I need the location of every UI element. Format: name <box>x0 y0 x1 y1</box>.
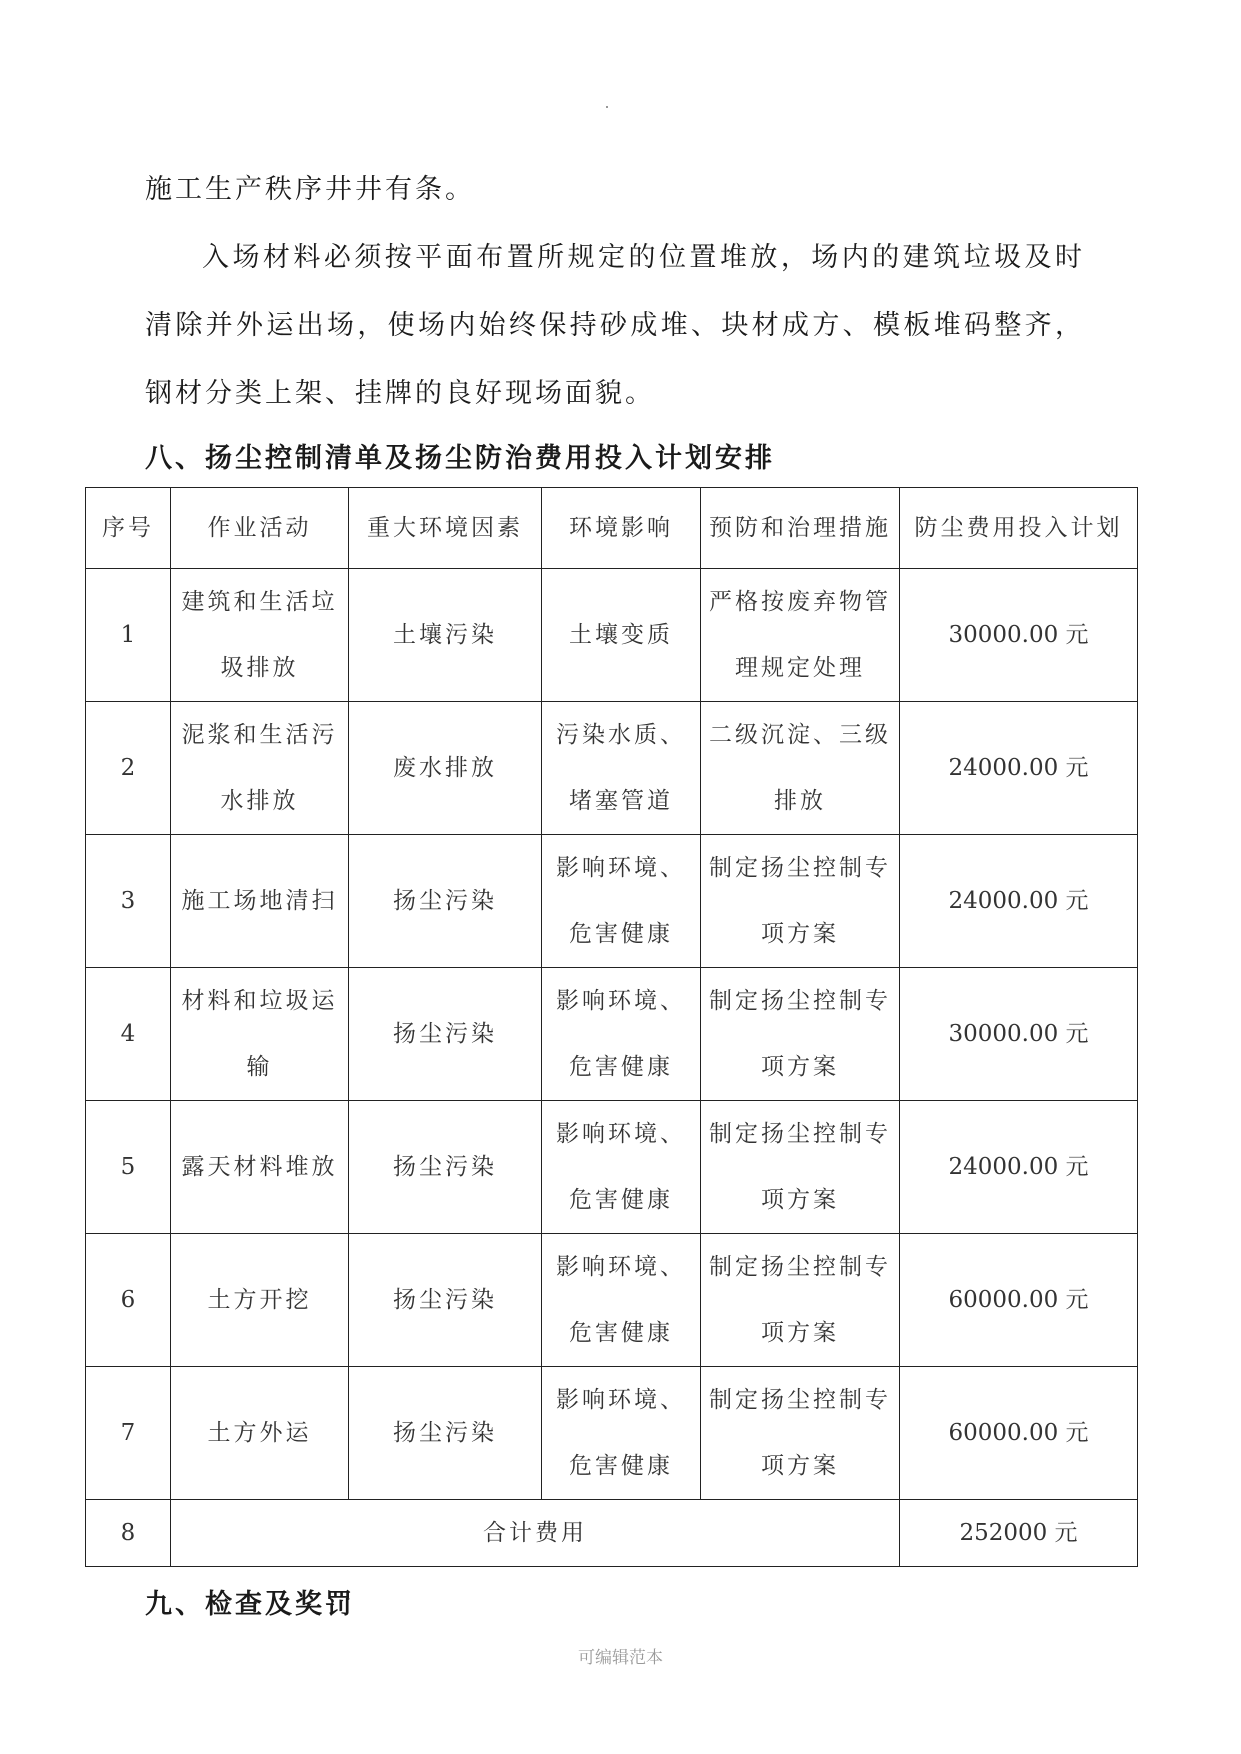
row-number: 4 <box>86 968 171 1101</box>
impact-cell: 影响环境、危害健康 <box>542 968 701 1101</box>
section-8-title: 八、扬尘控制清单及扬尘防治费用投入计划安排 <box>145 443 775 474</box>
row-number: 2 <box>86 702 171 835</box>
impact-cell: 污染水质、堵塞管道 <box>542 702 701 835</box>
activity-cell: 材料和垃圾运输 <box>171 968 349 1101</box>
table-row <box>86 1367 1138 1500</box>
impact-cell: 影响环境、危害健康 <box>542 1101 701 1234</box>
total-row <box>86 1500 1138 1567</box>
factor-cell: 扬尘污染 <box>349 835 542 968</box>
activity-cell: 土方开挖 <box>171 1234 349 1367</box>
cost-cell: 24000.00 元 <box>900 835 1138 968</box>
cost-cell: 24000.00 元 <box>900 1101 1138 1234</box>
activity-cell: 施工场地清扫 <box>171 835 349 968</box>
measure-cell: 制定扬尘控制专项方案 <box>701 1367 900 1500</box>
factor-cell: 土壤污染 <box>349 569 542 702</box>
row-number: 8 <box>86 1500 171 1567</box>
factor-cell: 扬尘污染 <box>349 1234 542 1367</box>
total-label: 合计费用 <box>171 1500 900 1567</box>
impact-cell: 影响环境、危害健康 <box>542 835 701 968</box>
table-header-row <box>86 488 1138 569</box>
table-row <box>86 1234 1138 1367</box>
impact-cell: 影响环境、危害健康 <box>542 1367 701 1500</box>
factor-cell: 扬尘污染 <box>349 1367 542 1500</box>
header-cell: 防尘费用投入计划 <box>900 488 1138 569</box>
measure-cell: 制定扬尘控制专项方案 <box>701 968 900 1101</box>
cost-cell: 30000.00 元 <box>900 569 1138 702</box>
table-row <box>86 569 1138 702</box>
measure-cell: 严格按废弃物管理规定处理 <box>701 569 900 702</box>
row-number: 3 <box>86 835 171 968</box>
factor-cell: 扬尘污染 <box>349 1101 542 1234</box>
impact-cell: 影响环境、危害健康 <box>542 1234 701 1367</box>
measure-cell: 制定扬尘控制专项方案 <box>701 1234 900 1367</box>
total-cost: 252000 元 <box>900 1500 1138 1567</box>
table-row <box>86 1101 1138 1234</box>
paragraph-1: 施工生产秩序井井有条。 <box>145 174 475 205</box>
row-number: 7 <box>86 1367 171 1500</box>
row-number: 6 <box>86 1234 171 1367</box>
factor-cell: 废水排放 <box>349 702 542 835</box>
row-number: 1 <box>86 569 171 702</box>
factor-cell: 扬尘污染 <box>349 968 542 1101</box>
measure-cell: 制定扬尘控制专项方案 <box>701 1101 900 1234</box>
header-cell: 环境影响 <box>542 488 701 569</box>
cost-cell: 60000.00 元 <box>900 1367 1138 1500</box>
header-dot <box>606 106 608 108</box>
header-cell: 重大环境因素 <box>349 488 542 569</box>
header-cell: 序号 <box>86 488 171 569</box>
cost-cell: 24000.00 元 <box>900 702 1138 835</box>
activity-cell: 露天材料堆放 <box>171 1101 349 1234</box>
activity-cell: 泥浆和生活污水排放 <box>171 702 349 835</box>
section-9-title: 九、检查及奖罚 <box>145 1589 355 1620</box>
activity-cell: 建筑和生活垃圾排放 <box>171 569 349 702</box>
measure-cell: 制定扬尘控制专项方案 <box>701 835 900 968</box>
header-cell: 预防和治理措施 <box>701 488 900 569</box>
table-row <box>86 835 1138 968</box>
measure-cell: 二级沉淀、三级排放 <box>701 702 900 835</box>
table-row <box>86 702 1138 835</box>
cost-cell: 30000.00 元 <box>900 968 1138 1101</box>
dust-control-table <box>85 487 1138 1567</box>
row-number: 5 <box>86 1101 171 1234</box>
cost-cell: 60000.00 元 <box>900 1234 1138 1367</box>
paragraph-2: 入场材料必须按平面布置所规定的位置堆放，场内的建筑垃圾及时清除并外运出场，使场内始终保持砂成堆、块材成方、模板堆码整齐，钢材分类上架、挂牌的良好现场面貌。 <box>145 242 1085 409</box>
activity-cell: 土方外运 <box>171 1367 349 1500</box>
table-row <box>86 968 1138 1101</box>
header-cell: 作业活动 <box>171 488 349 569</box>
impact-cell: 土壤变质 <box>542 569 701 702</box>
page-footer: 可编辑范本 <box>578 1648 663 1668</box>
